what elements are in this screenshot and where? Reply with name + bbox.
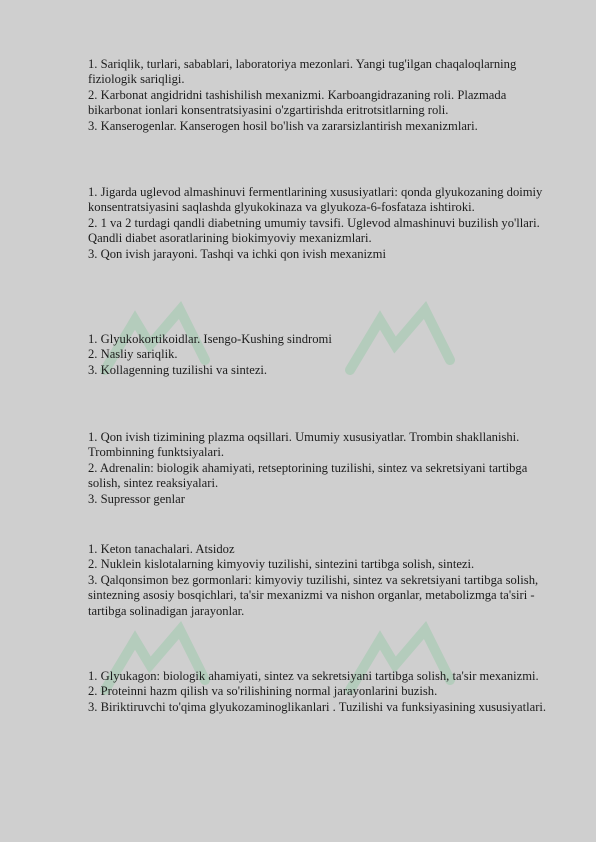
question-item: 2. Karbonat angidridni tashishilish mexanizmi. Karboangidrazaning roli. Plazmada bikarbonat ionlari konsentratsiyasini o'zgartirishda eritrotsitlarning roli. [88,87,507,118]
question-item: 1. Glyukagon: biologik ahamiyati, sintez va sekretsiyani tartibga solish, ta'sir mexanizmi. [88,669,539,683]
question-item: 1. Jigarda uglevod almashinuvi fermentlarining xususiyatlari: qonda glyukozaning doimiy konsentratsiyasini saqlashda glyukokinaza va glyukoza-6-fosfataza ishtiroki. [88,185,543,215]
question-item: 3. Qalqonsimon bez gormonlari: kimyoviy tuzilishi, sintez va sekretsiyani tartibga solish, sintezning asosiy bosqichlari, ta'sir mexanizmi va nishon organlar, metabolizmga ta'siri - tartibga solinadigan jarayonlar. [88,572,539,618]
question-item: 2. Proteinni hazm qilish va so'rilishining normal jarayonlarini buzish. [88,684,438,699]
question-item: 2. Nuklein kislotalarning kimyoviy tuzilishi, sintezini tartibga solish, sintezi. [88,557,475,572]
question-item: 2. Adrenalin: biologik ahamiyati, retseptorining tuzilishi, sintez va sekretsiyani tartibga solish, sintez reaksiyalari. [88,460,528,491]
question-item: 3. Biriktiruvchi to'qima glyukozaminoglikanlari . Tuzilishi va funksiyasining xususiyatlari. [88,699,547,714]
question-item: 3. Kanserogenlar. Kanserogen hosil bo'lish va zararsizlantirish mexanizmlari. [88,118,478,133]
question-set-6 [88,669,546,715]
question-set-3 [88,332,332,378]
question-item: 2. 1 va 2 turdagi qandli diabetning umumiy tavsifi. Uglevod almashinuvi buzilish yo'llari. Qandli diabet asoratlarining biokimyoviy mexanizmlari. [88,215,540,246]
question-set-2 [88,185,558,262]
question-item: 1. Qon ivish tizimining plazma oqsillari. Umumiy xususiyatlar. Trombin shakllanishi. Trombinning funktsiyalari. [88,430,520,460]
question-item: 1. Keton tanachalari. Atsidoz [88,542,235,556]
question-item: 3. Qon ivish jarayoni. Tashqi va ichki qon ivish mexanizmi [88,246,386,261]
question-set-1 [88,57,558,134]
question-item: 2. Nasliy sariqlik. [88,347,178,362]
question-item: 3. Supressor genlar [88,491,185,506]
question-set-4 [88,430,558,507]
question-item: 1. Sariqlik, turlari, sabablari, laboratoriya mezonlari. Yangi tug'ilgan chaqaloqlarning fiziologik sariqligi. [88,57,517,87]
watermark-logo-icon [340,300,460,390]
question-item: 1. Glyukokortikoidlar. Isengo-Kushing sindromi [88,332,332,346]
question-item: 3. Kollagenning tuzilishi va sintezi. [88,362,268,377]
question-set-5 [88,542,558,619]
